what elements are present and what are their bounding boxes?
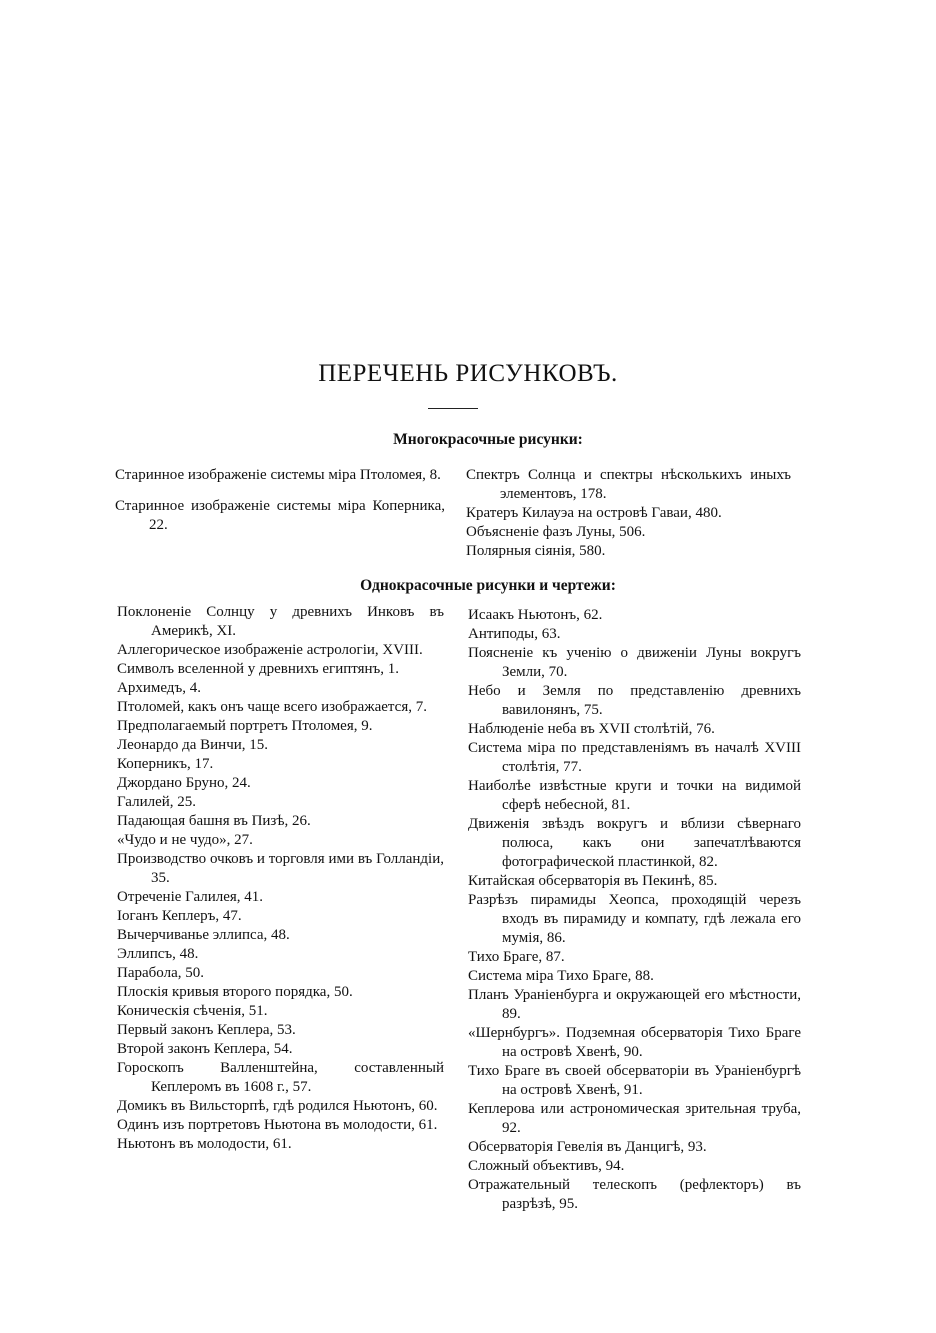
list-item: Объясненіе фазъ Луны, 506.	[466, 524, 646, 540]
list-item: Второй законъ Кеплера, 54.	[117, 1041, 293, 1057]
list-item: Архимедъ, 4.	[117, 680, 201, 696]
list-item: Поклоненіе Солнцу у древнихъ Инковъ въ Америкѣ, XI.	[117, 604, 444, 639]
list-item: Производство очковъ и торговля ими въ Голландіи, 35.	[117, 851, 444, 886]
list-item: Исаакъ Ньютонъ, 62.	[468, 607, 603, 623]
list-item: Символъ вселенной у древнихъ египтянъ, 1.	[117, 661, 400, 677]
list-item: Кеплерова или астрономическая зрительная труба, 92.	[468, 1101, 801, 1136]
list-item: Антиподы, 63.	[468, 626, 561, 642]
list-item: Предполагаемый портретъ Птоломея, 9.	[117, 718, 373, 734]
list-item: Обсерваторія Гевелія въ Данцигѣ, 93.	[468, 1139, 707, 1155]
list-item: Эллипсъ, 48.	[117, 946, 199, 962]
list-item: Одинъ изъ портретовъ Ньютона въ молодости, 61.	[117, 1117, 438, 1133]
list-item: Леонардо да Винчи, 15.	[117, 737, 269, 753]
list-item: Старинное изображеніе системы міра Коперника, 22.	[115, 498, 445, 533]
list-item: Отражательный телескопъ (рефлекторъ) въ разрѣзѣ, 95.	[468, 1177, 801, 1212]
list-item: Галилей, 25.	[117, 794, 197, 810]
list-item: Джордано Бруно, 24.	[117, 775, 251, 791]
monochrome-heading: Однокрасочные рисунки и чертежи:	[360, 577, 616, 594]
title-divider	[428, 408, 478, 409]
list-item: Китайская обсерваторія въ Пекинѣ, 85.	[468, 873, 718, 889]
list-item: Первый законъ Кеплера, 53.	[117, 1022, 296, 1038]
list-item: Система міра по представленіямъ въ началѣ XVIII столѣтія, 77.	[468, 740, 801, 775]
multicolor-list-left	[115, 466, 445, 547]
list-item: Падающая башня въ Пизѣ, 26.	[117, 813, 311, 829]
list-item: «Чудо и не чудо», 27.	[117, 832, 253, 848]
list-item: Плоскія кривыя второго порядка, 50.	[117, 984, 353, 1000]
page-title: ПЕРЕЧЕНЬ РИСУНКОВЪ.	[318, 360, 618, 387]
list-item: Наиболѣе извѣстные круги и точки на видимой сферѣ небесной, 81.	[468, 778, 801, 813]
list-item: «Шернбургъ». Подземная обсерваторія Тихо Браге на островѣ Хвенѣ, 90.	[468, 1025, 801, 1060]
monochrome-list-right	[468, 606, 801, 1214]
list-item: Гороскопъ Валленштейна, составленный Кеплеромъ въ 1608 г., 57.	[117, 1060, 444, 1095]
list-item: Спектръ Солнца и спектры нѣсколькихъ иныхъ элементовъ, 178.	[466, 467, 791, 502]
multicolor-heading: Многокрасочные рисунки:	[393, 431, 583, 448]
list-item: Разрѣзъ пирамиды Хеопса, проходящій черезъ входъ въ пирамиду и компату, гдѣ лежала его мумія, 86.	[468, 892, 801, 946]
list-item: Старинное изображеніе системы міра Птоломея, 8.	[115, 467, 441, 483]
list-item: Вычерчиванье эллипса, 48.	[117, 927, 290, 943]
list-item: Наблюденіе неба въ XVII столѣтій, 76.	[468, 721, 715, 737]
list-item: Система міра Тихо Браге, 88.	[468, 968, 654, 984]
list-item: Аллегорическое изображеніе астрологіи, XVIII.	[117, 642, 423, 658]
list-item: Коническія сѣченія, 51.	[117, 1003, 268, 1019]
list-item: Тихо Браге въ своей обсерваторіи въ Ураніенбургѣ на островѣ Хвенѣ, 91.	[468, 1063, 801, 1098]
list-item: Сложный объективъ, 94.	[468, 1158, 625, 1174]
list-item: Небо и Земля по представленію древнихъ вавилонянъ, 75.	[468, 683, 801, 718]
list-item: Парабола, 50.	[117, 965, 204, 981]
list-item: Отреченіе Галилея, 41.	[117, 889, 264, 905]
list-item: Кратеръ Килауэа на островѣ Гаваи, 480.	[466, 505, 722, 521]
monochrome-list-left	[117, 603, 444, 1154]
list-item: Движенія звѣздъ вокругъ и вблизи сѣвернаго полюса, какъ они запечатлѣваются фотографической пластинкой, 82.	[468, 816, 801, 870]
list-item: Іоганъ Кеплеръ, 47.	[117, 908, 242, 924]
multicolor-list-right	[466, 466, 791, 561]
list-item: Коперникъ, 17.	[117, 756, 214, 772]
list-item: Тихо Браге, 87.	[468, 949, 565, 965]
list-item: Домикъ въ Вильсторпѣ, гдѣ родился Ньютонъ, 60.	[117, 1098, 438, 1114]
list-item: Ньютонъ въ молодости, 61.	[117, 1136, 292, 1152]
list-item: Полярныя сіянія, 580.	[466, 543, 606, 559]
list-item: Птоломей, какъ онъ чаще всего изображается, 7.	[117, 699, 427, 715]
list-item: Поясненіе къ ученію о движеніи Луны вокругъ Земли, 70.	[468, 645, 801, 680]
list-item: Планъ Ураніенбурга и окружающей его мѣстности, 89.	[468, 987, 801, 1022]
